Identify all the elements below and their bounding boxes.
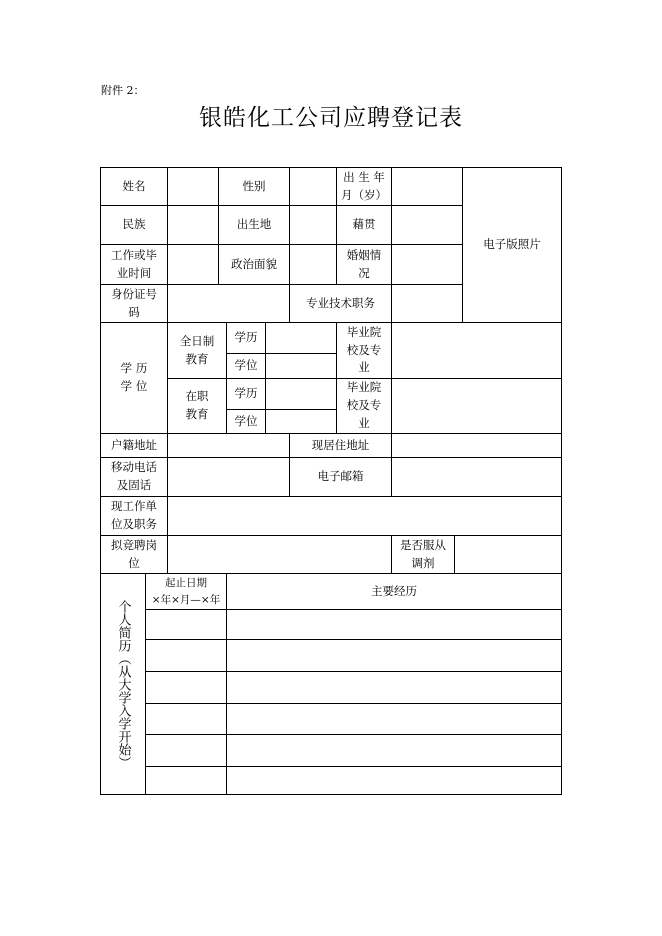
native-place-label: 藉贯 <box>352 217 376 232</box>
ethnicity-field[interactable] <box>168 206 218 244</box>
experience-header: 主要经历 <box>371 583 417 598</box>
current-employer-field[interactable] <box>168 497 561 535</box>
marital-field[interactable] <box>392 245 462 284</box>
id-number-field[interactable] <box>168 285 289 322</box>
resume-experience-field[interactable] <box>227 672 561 703</box>
current-address-label: 现居住地址 <box>311 437 370 452</box>
id-number-label: 身份证号 码 <box>111 286 157 319</box>
current-employer-label: 现工作单 位及职务 <box>111 499 157 531</box>
resume-label: 个人简历（从大学入学开始） <box>115 600 131 769</box>
political-status-label: 政治面貌 <box>231 256 277 271</box>
email-label: 电子邮箱 <box>317 469 364 484</box>
applied-position-label: 拟竞聘岗 位 <box>111 537 157 570</box>
email-field[interactable] <box>392 458 561 496</box>
fulltime-school-label: 毕业院 校及专 业 <box>346 324 382 375</box>
photo-box[interactable]: 电子版照片 <box>483 237 541 252</box>
parttime-degree-field[interactable] <box>266 410 336 433</box>
resume-experience-field[interactable] <box>227 704 561 734</box>
work-time-field[interactable] <box>168 245 218 284</box>
parttime-degree-label: 学位 <box>234 413 258 428</box>
resume-experience-field[interactable] <box>227 735 561 766</box>
period-header: 起止日期 ×年×月—×年 <box>151 577 221 606</box>
education-degree-label: 学 历 学 位 <box>120 361 148 393</box>
resume-experience-field[interactable] <box>227 767 561 794</box>
parttime-record-label: 学历 <box>234 386 258 401</box>
name-field[interactable] <box>168 168 218 205</box>
form-title: 银皓化工公司应聘登记表 <box>199 105 463 131</box>
professional-title-field[interactable] <box>392 285 462 322</box>
work-time-label: 工作或毕 业时间 <box>111 247 157 280</box>
resume-experience-field[interactable] <box>227 640 561 671</box>
birth-age-label: 出 生 年 月（岁） <box>341 169 387 202</box>
resume-period-field[interactable] <box>146 672 226 703</box>
household-address-label: 户籍地址 <box>111 437 157 452</box>
resume-period-field[interactable] <box>146 610 226 639</box>
parttime-education-label: 在职 教育 <box>185 389 209 421</box>
applied-position-field[interactable] <box>168 536 391 573</box>
parttime-record-field[interactable] <box>266 379 336 409</box>
resume-period-field[interactable] <box>146 640 226 671</box>
native-place-field[interactable] <box>392 206 462 244</box>
birthplace-field[interactable] <box>290 206 336 244</box>
fulltime-education-label: 全日制 教育 <box>179 333 215 366</box>
birth-age-field[interactable] <box>392 168 462 205</box>
fulltime-degree-label: 学位 <box>234 358 258 373</box>
parttime-school-field[interactable] <box>392 379 561 433</box>
birthplace-label: 出生地 <box>236 217 272 232</box>
resume-period-field[interactable] <box>146 704 226 734</box>
fulltime-degree-field[interactable] <box>266 354 336 378</box>
current-address-field[interactable] <box>392 434 561 457</box>
phone-field[interactable] <box>168 458 289 496</box>
fulltime-record-field[interactable] <box>266 323 336 353</box>
professional-title-label: 专业技术职务 <box>306 295 375 310</box>
ethnicity-label: 民族 <box>122 217 146 232</box>
gender-field[interactable] <box>290 168 336 205</box>
accept-transfer-label: 是否服从 调剂 <box>400 537 446 570</box>
fulltime-school-field[interactable] <box>392 323 561 378</box>
political-status-field[interactable] <box>290 245 336 284</box>
household-address-field[interactable] <box>168 434 289 457</box>
marital-label: 婚姻情 况 <box>346 247 382 280</box>
gender-label: 性别 <box>242 178 266 193</box>
parttime-school-label: 毕业院 校及专 业 <box>346 380 382 430</box>
resume-period-field[interactable] <box>146 767 226 794</box>
resume-experience-field[interactable] <box>227 610 561 639</box>
phone-label: 移动电话 及固话 <box>111 460 157 492</box>
fulltime-record-label: 学历 <box>234 330 258 345</box>
attachment-label: 附件 2： <box>101 84 145 97</box>
name-label: 姓名 <box>122 178 146 193</box>
accept-transfer-field[interactable] <box>455 536 561 573</box>
resume-period-field[interactable] <box>146 735 226 766</box>
